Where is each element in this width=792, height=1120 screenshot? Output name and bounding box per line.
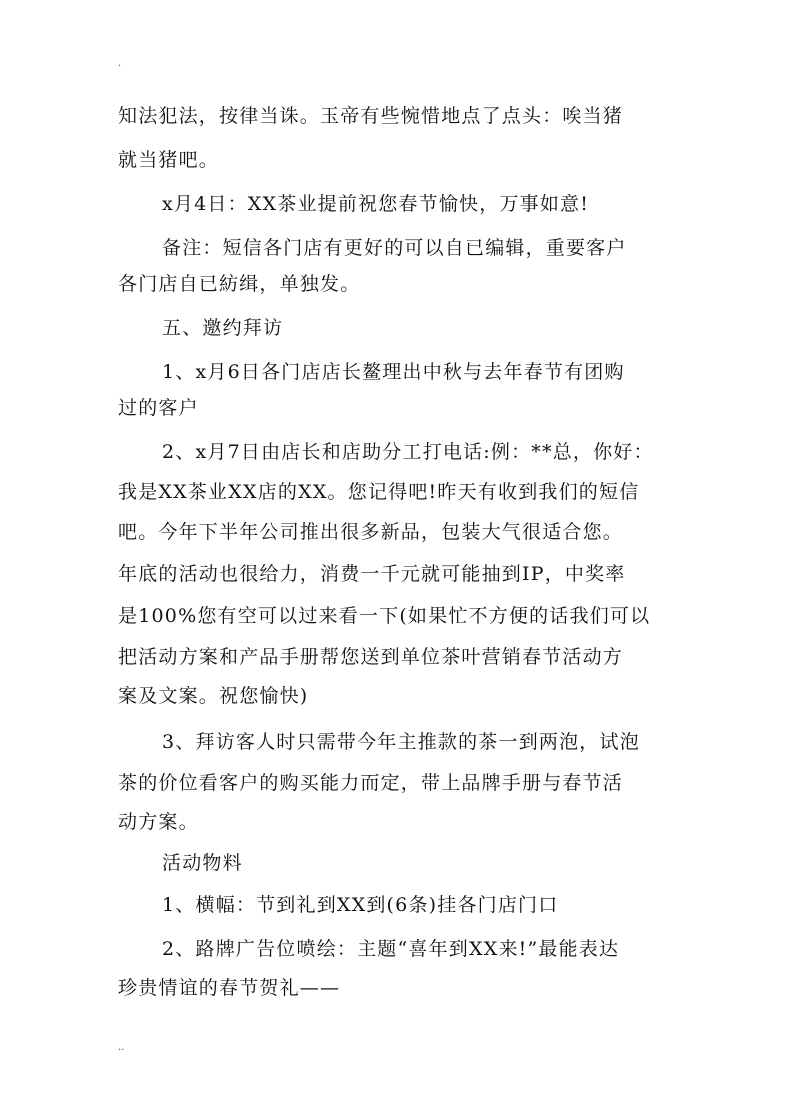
text-line: 就当猪吧。 — [118, 149, 220, 171]
text-line: 吧。今年下半年公司推出很多新品，包装大气很适合您。 — [118, 521, 624, 543]
text-line: 备注：短信各门店有更好的可以自已编辑，重要客户 — [162, 237, 627, 259]
text-line: 过的客户 — [118, 397, 199, 419]
text-line: 把活动方案和产品手册帮您送到单位茶叶营销春节活动方 — [118, 646, 624, 668]
page-bottom-mark: .. — [118, 1042, 125, 1053]
text-line: 1、横幅：节到礼到XX到(6条)挂各门店门口 — [162, 894, 559, 916]
text-line: 案及文案。祝您愉快) — [118, 685, 309, 707]
text-line: 2、路牌广告位喷绘：主题“喜年到XX来!”最能表达 — [162, 938, 620, 960]
text-line: 1、x月6日各门店店长鳌理出中秋与去年春节有团购 — [162, 361, 625, 383]
page-top-mark: . — [118, 58, 122, 69]
text-line: 各门店自已紡缉，单独发。 — [118, 273, 361, 295]
text-line: 是100%您有空可以过来看一下(如果忙不方便的话我们可以 — [118, 605, 651, 627]
section-heading: 五、邀约拜访 — [162, 317, 284, 339]
text-line: 动方案。 — [118, 811, 199, 833]
text-line: 知法犯法，按律当诛。玉帝有些惋惜地点了点头：唉当猪 — [118, 105, 624, 127]
section-heading: 活动物料 — [162, 852, 243, 874]
text-line: x月4日：XX茶业提前祝您春节愉快，万事如意! — [162, 193, 590, 215]
text-line: 我是XX茶业XX店的XX。您记得吧!昨天有收到我们的短信 — [118, 481, 640, 503]
text-line: 3、拜访客人时只需带今年主推款的茶一到两泡，试泡 — [162, 731, 640, 753]
text-line: 珍贵情谊的春节贺礼—— — [118, 977, 341, 999]
text-line: 茶的价位看客户的购买能力而定，带上品牌手册与春节活 — [118, 772, 624, 794]
text-line: 2、x月7日由店长和店助分工打电话:例：**总，你好： — [162, 441, 654, 463]
text-line: 年底的活动也很给力，消费一千元就可能抽到IP，中奖率 — [118, 563, 626, 585]
